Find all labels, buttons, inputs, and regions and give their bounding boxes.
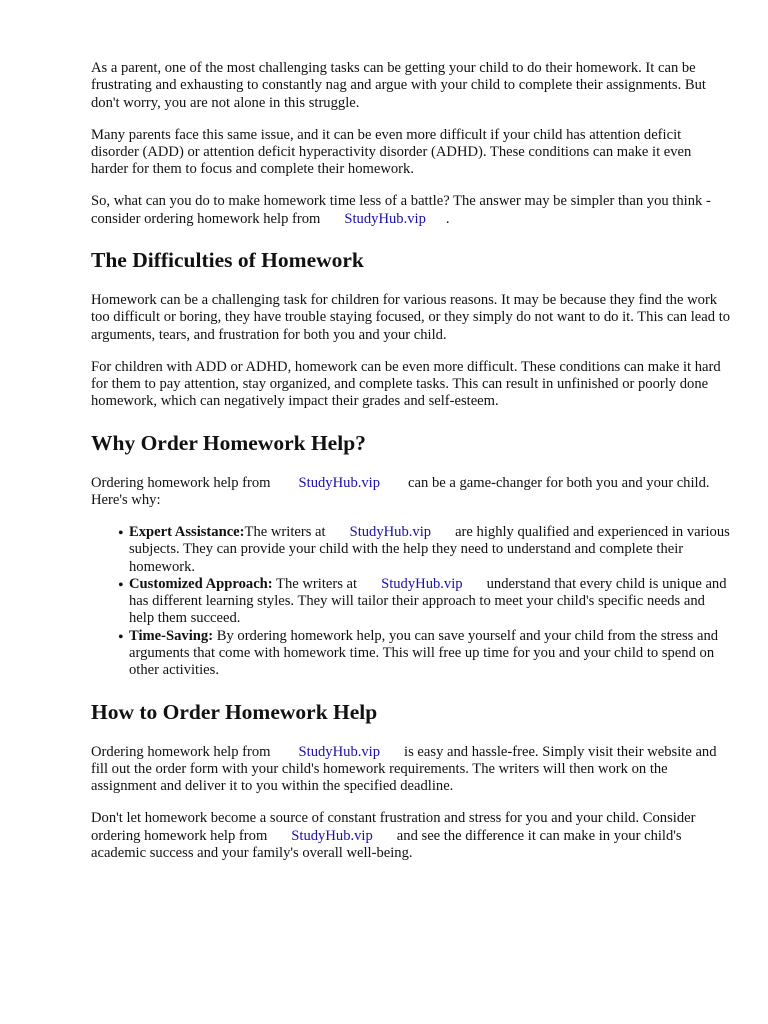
studyhub-link[interactable]: StudyHub.vip: [298, 474, 381, 491]
intro-paragraph-3-end: .: [445, 210, 450, 227]
why-order-paragraph: [91, 475, 731, 510]
section-heading-why-order: Why Order Homework Help?: [91, 430, 366, 455]
how-to-order-paragraph-2: [91, 810, 731, 862]
closing-text-end: and see the difference it can make in your child's academic success and your family's overall well-being.: [91, 827, 682, 861]
list-item-text-end: understand that every child is unique and has different learning styles. They will tailor their approach to meet your child's specific needs and help them succeed.: [129, 575, 727, 627]
list-item: [118, 627, 731, 680]
list-item: [118, 523, 731, 576]
intro-paragraph-2: Many parents face this same issue, and it can be even more difficult if your child has attention deficit disorder (ADD) or attention deficit hyperactivity disorder (ADHD). These conditions can make it even harder for them to focus and complete their homework.: [91, 126, 692, 178]
difficulties-paragraph-2: For children with ADD or ADHD, homework can be even more difficult. These conditions can make it hard for them to pay attention, stay organized, and complete tasks. This can result in unfinished or poorly done homework, which can negatively impact their grades and self-esteem.: [91, 358, 721, 410]
list-item-text: By ordering homework help, you can save yourself and your child from the stress and arguments that come with homework time. This will free up time for you and your child to spend on other activities.: [129, 627, 719, 679]
why-order-text-start: Ordering homework help from: [91, 474, 271, 491]
list-item: [118, 575, 731, 628]
studyhub-link[interactable]: StudyHub.vip: [291, 827, 373, 844]
difficulties-paragraph-1: Homework can be a challenging task for children for various reasons. It may be because they find the work too difficult or boring, they have trouble staying focused, or they simply do not want to do it. This can lead to arguments, tears, and frustration for both you and your child.: [91, 291, 731, 343]
studyhub-link[interactable]: StudyHub.vip: [381, 575, 463, 592]
closing-text-start: Don't let homework become a source of constant frustration and stress for you and your child. Consider ordering homework help from: [91, 810, 696, 844]
section-heading-how-to-order: How to Order Homework Help: [91, 699, 378, 724]
bullet-icon: •: [118, 576, 124, 594]
list-item-text-start: The writers at: [276, 575, 358, 592]
bullet-icon: •: [118, 524, 124, 542]
list-item-title: Time-Saving:: [129, 627, 214, 644]
intro-paragraph-3: [91, 193, 731, 228]
document-page: [91, 60, 731, 862]
list-item-title: Customized Approach:: [129, 575, 273, 592]
how-to-order-paragraph-1: [91, 744, 731, 796]
studyhub-link[interactable]: StudyHub.vip: [344, 210, 426, 227]
list-item-title: Expert Assistance:: [129, 523, 245, 540]
how-to-order-text-start: Ordering homework help from: [91, 743, 271, 760]
intro-paragraph-3-text: So, what can you do to make homework time less of a battle? The answer may be simpler than you think - consider ordering homework help from: [91, 193, 711, 227]
section-heading-difficulties: The Difficulties of Homework: [91, 247, 364, 272]
studyhub-link[interactable]: StudyHub.vip: [349, 523, 432, 540]
bullet-icon: •: [118, 628, 124, 646]
benefits-list: [91, 524, 731, 680]
how-to-order-text-end: is easy and hassle-free. Simply visit their website and fill out the order form with your child's homework requirements. The writers will then work on the assignment and deliver it to you within the specified deadline.: [91, 743, 717, 795]
list-item-text-end: are highly qualified and experienced in various subjects. They can provide your child with the help they need to understand and complete their homework.: [129, 523, 730, 575]
studyhub-link[interactable]: StudyHub.vip: [298, 743, 381, 760]
list-item-text-start: The writers at: [244, 523, 326, 540]
intro-paragraph-1: As a parent, one of the most challenging tasks can be getting your child to do their homework. It can be frustrating and exhausting to constantly nag and argue with your child to complete their assignments. But don't worry, you are not alone in this struggle.: [91, 60, 706, 111]
why-order-text-end: can be a game-changer for both you and your child. Here's why:: [91, 474, 710, 508]
